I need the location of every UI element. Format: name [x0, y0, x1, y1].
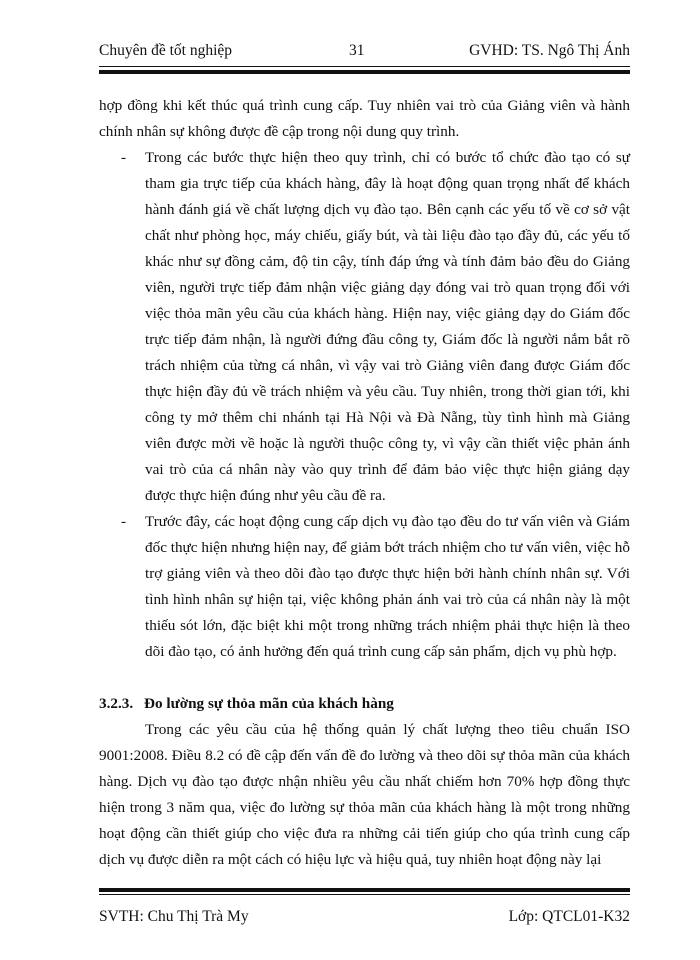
footer-rule-thin	[99, 894, 630, 895]
intro-paragraph: hợp đồng khi kết thúc quá trình cung cấp. Tuy nhiên vai trò của Giảng viên và hành chính nhân sự không được đề cập trong nội dung quy trình.	[99, 97, 630, 140]
section-paragraph: Trong các yêu cầu của hệ thống quản lý chất lượng theo tiêu chuẩn ISO 9001:2008. Điều 8.2 có đề cập đến vấn đề đo lường và theo dõi sự thỏa mãn của khách hàng. Dịch vụ đào tạo được nhận nhiều yêu cầu nhất chiếm hơn 70% hợp đồng thực hiện trong 3 năm qua, việc đo lường sự thỏa mãn của khách hàng là một trong những hoạt động cần thiết giúp cho việc đưa ra những cải tiến giúp cho qúa trình cung cấp dịch vụ được diễn ra một cách có hiệu lực và hiệu quả, tuy nhiên hoạt động này lại	[99, 721, 630, 868]
bullet-marker: -	[121, 149, 127, 166]
footer-rule-thick	[99, 888, 630, 892]
page-body	[99, 93, 630, 873]
bullet-text: Trong các bước thực hiện theo quy trình, chỉ có bước tổ chức đào tạo có sự tham gia trực tiếp của khách hàng, đây là hoạt động quan trọng nhất để khách hành đánh giá về chất lượng dịch vụ đào tạo. Bên cạnh các yếu tố về cơ sở vật chất như phòng học, máy chiếu, giấy bút, và tài liệu đào tạo đầy đủ, các yếu tố khác như sự đồng cảm, độ tin cậy, tính đáp ứng và tính đảm bảo đều do Giảng viên, người trực tiếp đảm nhận việc giảng dạy đóng vai trò quan trọng đối với việc thỏa mãn yêu cầu của khách hàng. Hiện nay, việc giảng dạy do Giám đốc trực tiếp đảm nhận, là người đứng đầu công ty, Giám đốc là người nắm bắt rõ trách nhiệm của từng cá nhân, vì vậy vai trò Giảng viên đang được Giám đốc thực hiện đầy đủ về trách nhiệm và yêu cầu. Tuy nhiên, trong thời gian tới, khi công ty mở thêm chi nhánh tại Hà Nội và Đà Nẵng, tùy tình hình mà Giảng viên được mời về hoặc là người thuộc công ty, vì vậy cần thiết việc phản ánh vai trò của cá nhân này vào quy trình để đảm bảo việc thực hiện giảng dạy được thực hiện đúng như yêu cầu đề ra.	[145, 149, 630, 504]
section-heading	[99, 691, 630, 717]
page-number: 31	[349, 42, 365, 59]
header-advisor: GVHD: TS. Ngô Thị Ánh	[469, 42, 630, 59]
header-rule-thin	[99, 66, 630, 67]
header-title: Chuyên đề tốt nghiệp	[99, 42, 233, 59]
header-rule-thick	[99, 70, 630, 74]
bullet-marker: -	[121, 513, 127, 530]
section-title: Đo lường sự thỏa mãn của khách hàng	[144, 695, 394, 712]
page-footer	[99, 906, 630, 928]
bullet-item	[99, 509, 630, 665]
bullet-text: Trước đây, các hoạt động cung cấp dịch vụ đào tạo đều do tư vấn viên và Giám đốc thực hiện nhưng hiện nay, để giảm bớt trách nhiệm cho tư vấn viên, việc hỗ trợ giảng viên và theo dõi đào tạo được thực hiện bởi hành chính nhân sự. Với tình hình nhân sự hiện tại, việc không phản ánh vai trò của cá nhân này là một thiếu sót lớn, đặc biệt khi một trong những trách nhiệm phải thực hiện là theo dõi đào tạo, có ảnh hưởng đến quá trình cung cấp sản phẩm, dịch vụ phù hợp.	[145, 513, 630, 660]
section-number: 3.2.3.	[99, 695, 134, 712]
footer-class: Lớp: QTCL01-K32	[508, 908, 630, 925]
bullet-item	[99, 145, 630, 509]
footer-student: SVTH: Chu Thị Trà My	[99, 908, 249, 925]
page-header	[99, 40, 630, 62]
